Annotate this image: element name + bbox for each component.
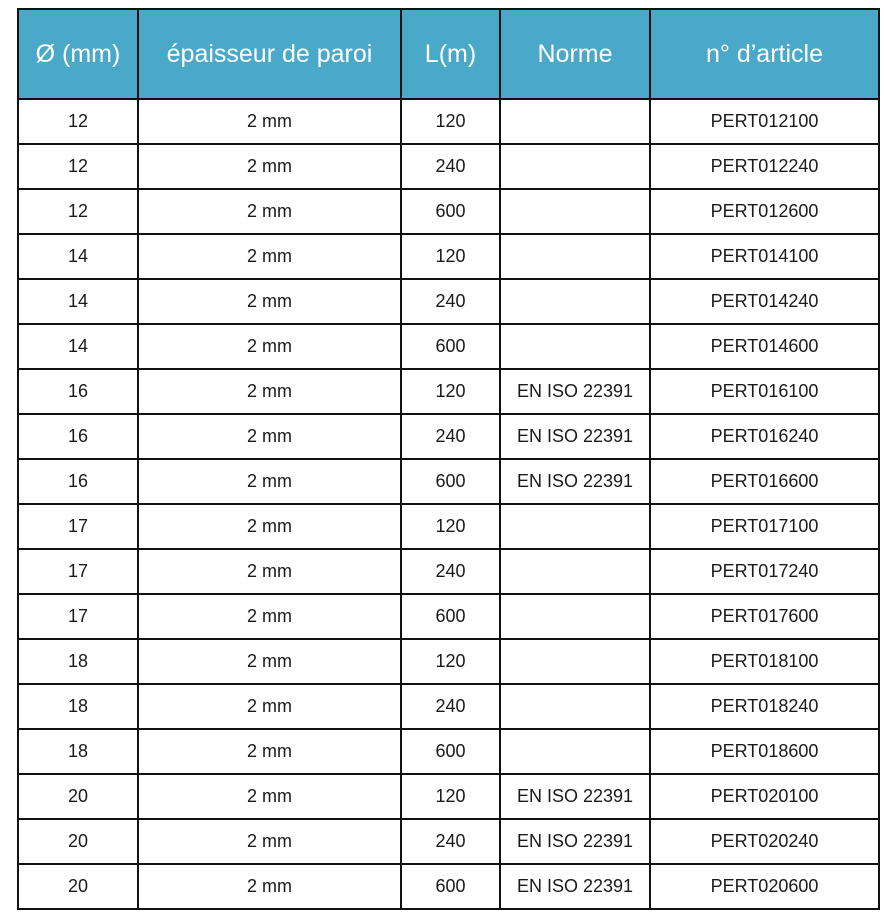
cell-wall-thickness: 2 mm — [138, 549, 401, 594]
cell-article-number: PERT020240 — [650, 819, 879, 864]
cell-diameter: 20 — [18, 774, 138, 819]
cell-article-number: PERT017240 — [650, 549, 879, 594]
cell-wall-thickness: 2 mm — [138, 324, 401, 369]
cell-length: 240 — [401, 819, 500, 864]
table-row — [18, 864, 879, 909]
table-row — [18, 99, 879, 144]
cell-length: 600 — [401, 864, 500, 909]
cell-article-number: PERT014600 — [650, 324, 879, 369]
table-row — [18, 774, 879, 819]
cell-article-number: PERT020100 — [650, 774, 879, 819]
cell-length: 240 — [401, 414, 500, 459]
cell-diameter: 16 — [18, 459, 138, 504]
cell-diameter: 17 — [18, 504, 138, 549]
cell-diameter: 14 — [18, 324, 138, 369]
table-row — [18, 414, 879, 459]
cell-diameter: 17 — [18, 549, 138, 594]
table-row — [18, 324, 879, 369]
cell-wall-thickness: 2 mm — [138, 369, 401, 414]
cell-article-number: PERT016100 — [650, 369, 879, 414]
cell-article-number: PERT016600 — [650, 459, 879, 504]
cell-length: 600 — [401, 459, 500, 504]
table-row — [18, 369, 879, 414]
header-standard: Norme — [500, 9, 650, 99]
table-row — [18, 279, 879, 324]
table-row — [18, 729, 879, 774]
cell-diameter: 18 — [18, 639, 138, 684]
table-row — [18, 684, 879, 729]
cell-diameter: 16 — [18, 414, 138, 459]
cell-article-number: PERT012100 — [650, 99, 879, 144]
cell-wall-thickness: 2 mm — [138, 414, 401, 459]
table-row — [18, 234, 879, 279]
product-table — [17, 8, 880, 910]
cell-article-number: PERT014100 — [650, 234, 879, 279]
cell-length: 240 — [401, 144, 500, 189]
table-row — [18, 549, 879, 594]
cell-standard — [500, 234, 650, 279]
cell-standard — [500, 639, 650, 684]
table-body — [18, 99, 879, 909]
cell-length: 120 — [401, 99, 500, 144]
cell-length: 600 — [401, 594, 500, 639]
cell-wall-thickness: 2 mm — [138, 99, 401, 144]
table-row — [18, 459, 879, 504]
cell-length: 240 — [401, 279, 500, 324]
table-row — [18, 639, 879, 684]
cell-standard: EN ISO 22391 — [500, 819, 650, 864]
cell-length: 120 — [401, 234, 500, 279]
cell-wall-thickness: 2 mm — [138, 279, 401, 324]
table-row — [18, 144, 879, 189]
cell-diameter: 20 — [18, 819, 138, 864]
cell-length: 120 — [401, 774, 500, 819]
cell-article-number: PERT017600 — [650, 594, 879, 639]
table-row — [18, 819, 879, 864]
table-header — [18, 9, 879, 99]
table-row — [18, 189, 879, 234]
cell-wall-thickness: 2 mm — [138, 774, 401, 819]
cell-diameter: 18 — [18, 729, 138, 774]
table-row — [18, 594, 879, 639]
cell-wall-thickness: 2 mm — [138, 864, 401, 909]
cell-standard: EN ISO 22391 — [500, 864, 650, 909]
cell-standard — [500, 144, 650, 189]
cell-article-number: PERT018100 — [650, 639, 879, 684]
cell-length: 120 — [401, 639, 500, 684]
cell-length: 600 — [401, 729, 500, 774]
cell-standard — [500, 189, 650, 234]
cell-diameter: 18 — [18, 684, 138, 729]
cell-wall-thickness: 2 mm — [138, 234, 401, 279]
cell-article-number: PERT018240 — [650, 684, 879, 729]
cell-standard: EN ISO 22391 — [500, 459, 650, 504]
cell-diameter: 14 — [18, 279, 138, 324]
header-wall-thickness: épaisseur de paroi — [138, 9, 401, 99]
cell-length: 600 — [401, 189, 500, 234]
cell-diameter: 14 — [18, 234, 138, 279]
cell-length: 120 — [401, 369, 500, 414]
cell-wall-thickness: 2 mm — [138, 639, 401, 684]
cell-diameter: 12 — [18, 189, 138, 234]
cell-standard: EN ISO 22391 — [500, 369, 650, 414]
cell-article-number: PERT014240 — [650, 279, 879, 324]
table-row — [18, 504, 879, 549]
cell-standard — [500, 594, 650, 639]
cell-standard — [500, 684, 650, 729]
cell-standard — [500, 99, 650, 144]
header-article-number: n° d’article — [650, 9, 879, 99]
cell-diameter: 20 — [18, 864, 138, 909]
cell-wall-thickness: 2 mm — [138, 819, 401, 864]
cell-length: 240 — [401, 549, 500, 594]
cell-length: 240 — [401, 684, 500, 729]
cell-standard: EN ISO 22391 — [500, 414, 650, 459]
cell-wall-thickness: 2 mm — [138, 594, 401, 639]
cell-diameter: 17 — [18, 594, 138, 639]
header-length: L(m) — [401, 9, 500, 99]
cell-diameter: 12 — [18, 144, 138, 189]
cell-article-number: PERT012240 — [650, 144, 879, 189]
cell-article-number: PERT020600 — [650, 864, 879, 909]
cell-article-number: PERT017100 — [650, 504, 879, 549]
cell-standard — [500, 729, 650, 774]
cell-length: 600 — [401, 324, 500, 369]
cell-length: 120 — [401, 504, 500, 549]
cell-standard — [500, 324, 650, 369]
cell-article-number: PERT016240 — [650, 414, 879, 459]
cell-article-number: PERT018600 — [650, 729, 879, 774]
cell-wall-thickness: 2 mm — [138, 729, 401, 774]
cell-wall-thickness: 2 mm — [138, 459, 401, 504]
cell-diameter: 12 — [18, 99, 138, 144]
cell-standard — [500, 279, 650, 324]
header-diameter: Ø (mm) — [18, 9, 138, 99]
cell-standard — [500, 504, 650, 549]
cell-diameter: 16 — [18, 369, 138, 414]
cell-standard: EN ISO 22391 — [500, 774, 650, 819]
cell-wall-thickness: 2 mm — [138, 684, 401, 729]
header-row — [18, 9, 879, 99]
cell-wall-thickness: 2 mm — [138, 504, 401, 549]
cell-wall-thickness: 2 mm — [138, 189, 401, 234]
cell-standard — [500, 549, 650, 594]
cell-article-number: PERT012600 — [650, 189, 879, 234]
cell-wall-thickness: 2 mm — [138, 144, 401, 189]
